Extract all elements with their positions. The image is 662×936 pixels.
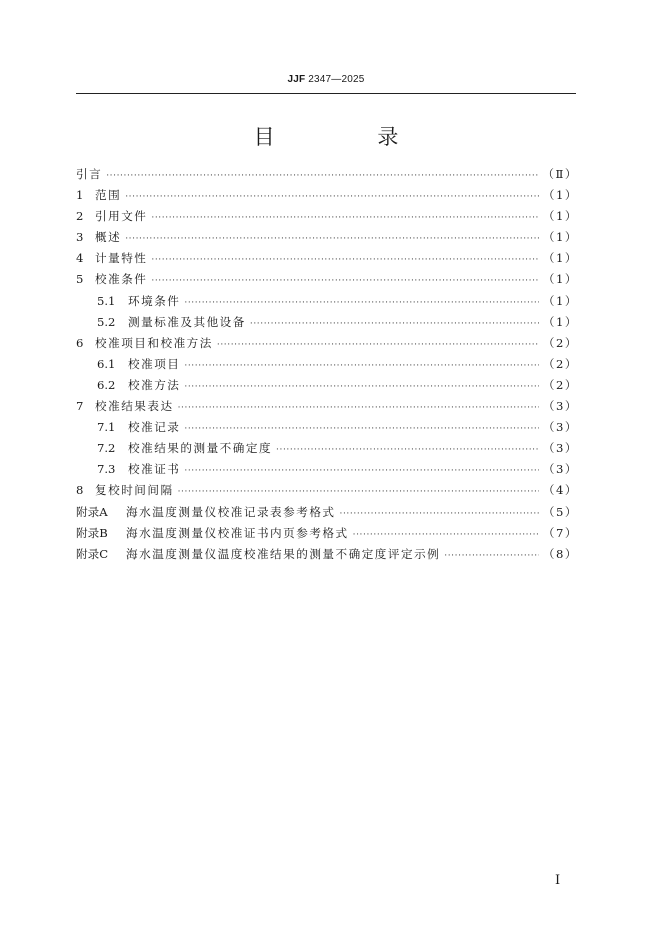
toc-entry-page: （3）	[542, 399, 578, 414]
dot-leader	[353, 525, 539, 546]
document-header	[76, 74, 576, 85]
toc-entry-label: 引言	[76, 167, 103, 181]
dot-leader	[106, 166, 538, 187]
toc-entry[interactable]	[76, 185, 578, 206]
toc-entry-number: 5.2	[97, 314, 116, 329]
header-rule	[76, 93, 576, 94]
page-title: 目 录	[253, 125, 447, 149]
toc-entry-number: 8	[76, 483, 84, 498]
dot-leader	[340, 504, 539, 525]
dot-leader	[444, 546, 539, 567]
toc-entry[interactable]	[76, 480, 578, 501]
toc-entry-number: 2	[76, 209, 84, 224]
toc-entry-label: 校准项目	[128, 356, 181, 371]
toc-entry-number: 附录B	[76, 525, 108, 540]
toc-entry-label: 校准结果表达	[95, 399, 174, 414]
toc-entry-page: （1）	[542, 293, 578, 308]
dot-leader	[184, 419, 539, 440]
dot-leader	[178, 482, 539, 503]
toc-entry-number: 1	[76, 188, 84, 203]
table-of-contents	[76, 164, 578, 565]
toc-entry-number: 5	[76, 272, 84, 287]
toc-entry-page: （8）	[542, 546, 578, 561]
page-number: I	[555, 873, 561, 888]
toc-entry-page: （1）	[542, 251, 578, 266]
toc-entry-label: 海水温度测量仪温度校准结果的测量不确定度评定示例	[126, 546, 441, 561]
toc-entry-page: （2）	[542, 356, 578, 371]
toc-entry[interactable]	[76, 417, 578, 438]
toc-entry[interactable]	[76, 396, 578, 417]
dot-leader	[184, 377, 539, 398]
toc-entry-label: 校准项目和校准方法	[95, 335, 213, 350]
toc-entry[interactable]	[76, 312, 578, 333]
toc-entry-page: （5）	[542, 504, 578, 519]
toc-entry-page: （1）	[542, 209, 578, 224]
toc-entry-number: 3	[76, 230, 84, 245]
toc-entry-page: （7）	[542, 525, 578, 540]
dot-leader	[184, 461, 539, 482]
toc-entry[interactable]	[76, 206, 578, 227]
toc-entry-label: 校准结果的测量不确定度	[128, 441, 273, 456]
toc-entry-number: 6.2	[97, 377, 116, 392]
toc-entry-label: 测量标准及其他设备	[128, 314, 246, 329]
toc-entry[interactable]	[76, 164, 578, 185]
toc-entry-label: 环境条件	[128, 293, 181, 308]
toc-entry-label: 概述	[95, 230, 122, 245]
toc-entry-label: 范围	[95, 188, 122, 203]
toc-entry[interactable]	[76, 375, 578, 396]
dot-leader	[151, 250, 539, 271]
toc-entry-number: 7	[76, 399, 84, 414]
standard-number: 2347—2025	[308, 74, 365, 85]
toc-entry-number: 6.1	[97, 356, 116, 371]
toc-entry-page: （1）	[542, 272, 578, 287]
toc-entry[interactable]	[76, 523, 578, 544]
dot-leader	[178, 398, 539, 419]
toc-entry[interactable]	[76, 544, 578, 565]
toc-entry-number: 附录C	[76, 546, 109, 561]
toc-entry-number: 附录A	[76, 504, 108, 519]
toc-entry-label: 校准记录	[128, 420, 181, 435]
toc-entry-page: （3）	[542, 441, 578, 456]
dot-leader	[151, 208, 539, 229]
toc-entry-page: （1）	[542, 188, 578, 203]
toc-entry-label: 计量特性	[95, 251, 148, 266]
toc-entry[interactable]	[76, 354, 578, 375]
toc-entry[interactable]	[76, 227, 578, 248]
toc-entry-page: （1）	[542, 230, 578, 245]
toc-entry-number: 4	[76, 251, 84, 266]
toc-entry-page: （Ⅱ）	[542, 167, 578, 181]
toc-entry-page: （3）	[542, 420, 578, 435]
toc-entry-number: 7.3	[97, 462, 116, 477]
toc-entry-page: （4）	[542, 483, 578, 498]
toc-entry[interactable]	[76, 248, 578, 269]
toc-entry-label: 复校时间间隔	[95, 483, 174, 498]
toc-entry-page: （2）	[542, 335, 578, 350]
toc-entry[interactable]	[76, 269, 578, 290]
toc-entry[interactable]	[76, 333, 578, 354]
toc-entry[interactable]	[76, 291, 578, 312]
toc-entry-number: 6	[76, 335, 84, 350]
toc-entry-page: （1）	[542, 314, 578, 329]
toc-entry-number: 5.1	[97, 293, 116, 308]
dot-leader	[217, 335, 539, 356]
dot-leader	[125, 187, 539, 208]
dot-leader	[125, 229, 539, 250]
dot-leader	[184, 356, 539, 377]
toc-entry-label: 引用文件	[95, 209, 148, 224]
toc-entry-page: （2）	[542, 377, 578, 392]
toc-entry-label: 海水温度测量仪校准证书内页参考格式	[126, 525, 349, 540]
toc-entry[interactable]	[76, 459, 578, 480]
dot-leader	[151, 271, 539, 292]
dot-leader	[184, 293, 539, 314]
toc-entry-page: （3）	[542, 462, 578, 477]
standard-code: JJF	[287, 74, 306, 85]
toc-entry-label: 校准证书	[128, 462, 181, 477]
toc-entry[interactable]	[76, 438, 578, 459]
toc-entry-number: 7.1	[97, 420, 116, 435]
toc-entry[interactable]	[76, 502, 578, 523]
dot-leader	[276, 440, 539, 461]
toc-entry-number: 7.2	[97, 441, 116, 456]
toc-entry-label: 校准方法	[128, 377, 181, 392]
toc-entry-label: 校准条件	[95, 272, 148, 287]
toc-entry-label: 海水温度测量仪校准记录表参考格式	[126, 504, 336, 519]
dot-leader	[250, 314, 539, 335]
